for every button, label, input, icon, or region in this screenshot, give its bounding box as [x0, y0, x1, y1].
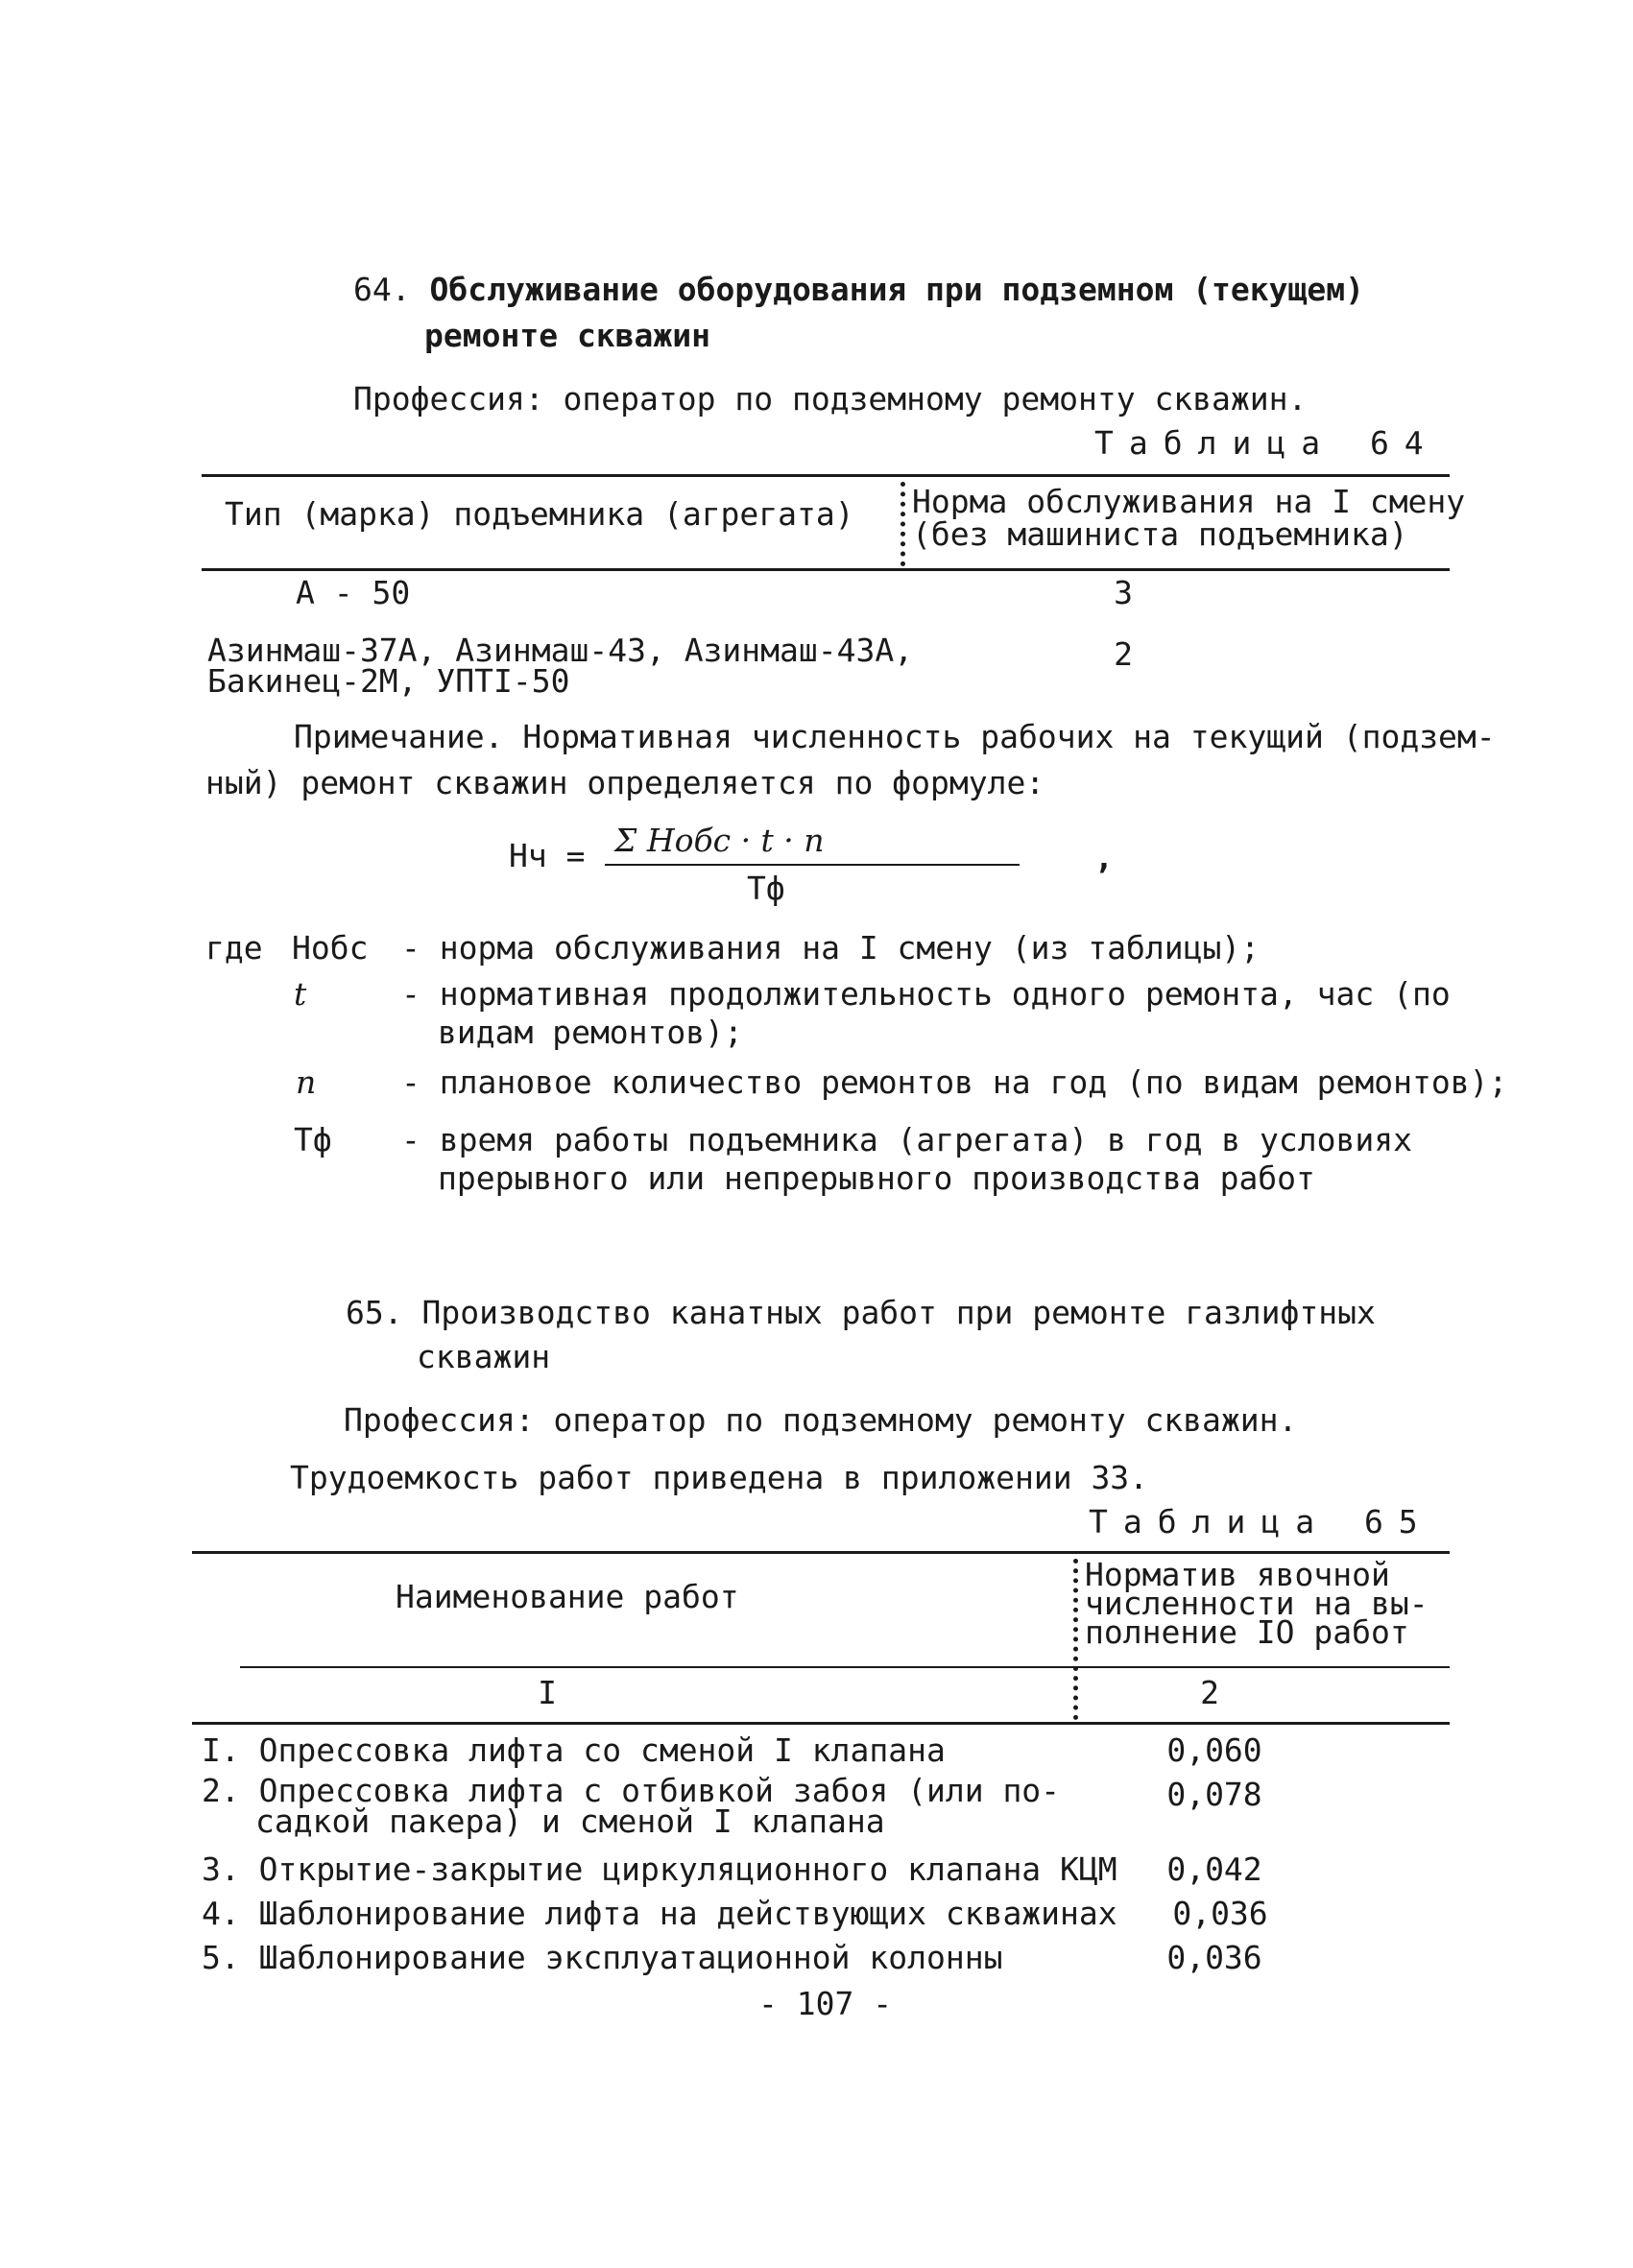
table-65-col2-header-line2: численности на вы- — [1085, 1585, 1429, 1622]
legend-text-n: - плановое количество ремонтов на год (по видам ремонтов); — [401, 1063, 1508, 1101]
table-65-row2-name-line1: 2. Опрессовка лифта с отбивкой забоя (или по- — [202, 1772, 1061, 1809]
table-64-column-divider — [901, 482, 905, 566]
table-64-top-rule — [202, 474, 1450, 477]
table-64-row2-type-line1: Азинмаш-37А, Азинмаш-43, Азинмаш-43А, — [207, 632, 914, 669]
table-65-row5-value: 0,036 — [1166, 1939, 1262, 1976]
table-64-row1-norm: 3 — [1114, 574, 1133, 611]
table-65-top-rule — [192, 1551, 1450, 1554]
table-65-row1-value: 0,060 — [1166, 1731, 1262, 1769]
table-64-row2-type — [207, 632, 914, 700]
formula-lhs: Нч = — [509, 837, 586, 874]
table-65-col2-header — [1085, 1556, 1429, 1651]
legend-symbol-t: t — [294, 975, 307, 1013]
formula-fraction-bar — [605, 864, 1020, 866]
formula-trailing-comma: , — [1094, 839, 1114, 876]
legend-symbol-n: n — [296, 1063, 317, 1101]
table-65-row2-name — [202, 1772, 1061, 1840]
table-65-row4-value: 0,036 — [1172, 1895, 1268, 1932]
legend-symbol-nobs: Нобс — [292, 929, 369, 967]
table-64-col2-header-line1: Норма обслуживания на I смену — [912, 483, 1466, 520]
section-64-profession: Профессия: оператор по подземному ремонту скважин. — [353, 380, 1308, 418]
table-64-caption: Таблица 64 — [1094, 424, 1439, 462]
page-number: - 107 - — [758, 1985, 893, 2022]
table-64-row1-type: А - 50 — [296, 574, 411, 611]
table-64-header-rule — [202, 568, 1450, 571]
table-64-row2-norm: 2 — [1114, 635, 1133, 673]
legend-symbol-tf: Тф — [294, 1121, 332, 1158]
table-64-col2-header — [912, 483, 1466, 553]
table-65-col1-index: I — [538, 1674, 557, 1711]
table-65-row1-name: I. Опрессовка лифта со сменой I клапана — [202, 1731, 946, 1769]
table-65-column-divider — [1073, 1559, 1078, 1720]
table-64-col2-header-line2: (без машиниста подъемника) — [912, 515, 1408, 553]
section-64-title-line1: Обслуживание оборудования при подземном (текущем) — [429, 271, 1365, 308]
table-65-col2-header-line1: Норматив явочной — [1085, 1556, 1390, 1593]
section-65-heading — [346, 1294, 1376, 1332]
table-65-row3-name: 3. Открытие-закрытие циркуляционного клапана КЦМ — [202, 1850, 1117, 1888]
table-65-row5-name: 5. Шаблонирование эксплуатационной колонны — [202, 1939, 1003, 1976]
section-64-title-line2: ремонте скважин — [424, 317, 711, 354]
legend-text-t-line2: видам ремонтов); — [438, 1014, 743, 1051]
table-65-col1-header: Наименование работ — [396, 1578, 739, 1615]
section-65-labor-note: Трудоемкость работ приведена в приложении 33. — [290, 1459, 1149, 1496]
section-65-profession: Профессия: оператор по подземному ремонту скважин. — [344, 1401, 1298, 1439]
legend-where: где — [205, 929, 263, 967]
section-64-number: 64. — [353, 271, 411, 308]
table-65-row3-value: 0,042 — [1166, 1850, 1262, 1888]
note-line1: Примечание. Нормативная численность рабочих на текущий (подзем- — [294, 718, 1496, 755]
table-65-col2-index: 2 — [1200, 1674, 1219, 1711]
table-64-row2-type-line2: Бакинец-2М, УПТI-50 — [207, 662, 570, 700]
table-65-row4-name: 4. Шаблонирование лифта на действующих скважинах — [202, 1895, 1117, 1932]
table-64-col1-header: Тип (марка) подъемника (агрегата) — [225, 495, 854, 533]
legend-text-t-line1: - нормативная продолжительность одного ремонта, час (по — [401, 975, 1451, 1013]
table-65-row2-name-line2: садкой пакера) и сменой I клапана — [255, 1802, 885, 1840]
section-65-number: 65. — [346, 1294, 403, 1331]
note-line2: ный) ремонт скважин определяется по формуле: — [205, 764, 1045, 801]
legend-text-tf-line2: прерывного или непрерывного производства работ — [438, 1159, 1315, 1197]
table-65-col2-header-line3: полнение IO работ — [1085, 1613, 1409, 1651]
formula-denominator: Тф — [747, 870, 785, 907]
table-65-index-rule — [192, 1722, 1450, 1725]
table-65-header-rule — [240, 1666, 1450, 1668]
legend-text-nobs: - норма обслуживания на I смену (из таблицы); — [401, 929, 1261, 967]
section-65-title-line2: скважин — [417, 1338, 551, 1375]
legend-text-tf-line1: - время работы подъемника (агрегата) в год в условиях — [401, 1121, 1412, 1158]
section-64-heading — [353, 271, 1364, 309]
formula-numerator: Σ Нобс · t · n — [614, 822, 825, 859]
section-65-title-line1: Производство канатных работ при ремонте газлифтных — [421, 1294, 1376, 1331]
table-65-caption: Таблица 65 — [1089, 1503, 1433, 1540]
table-65-row2-value: 0,078 — [1166, 1776, 1262, 1813]
